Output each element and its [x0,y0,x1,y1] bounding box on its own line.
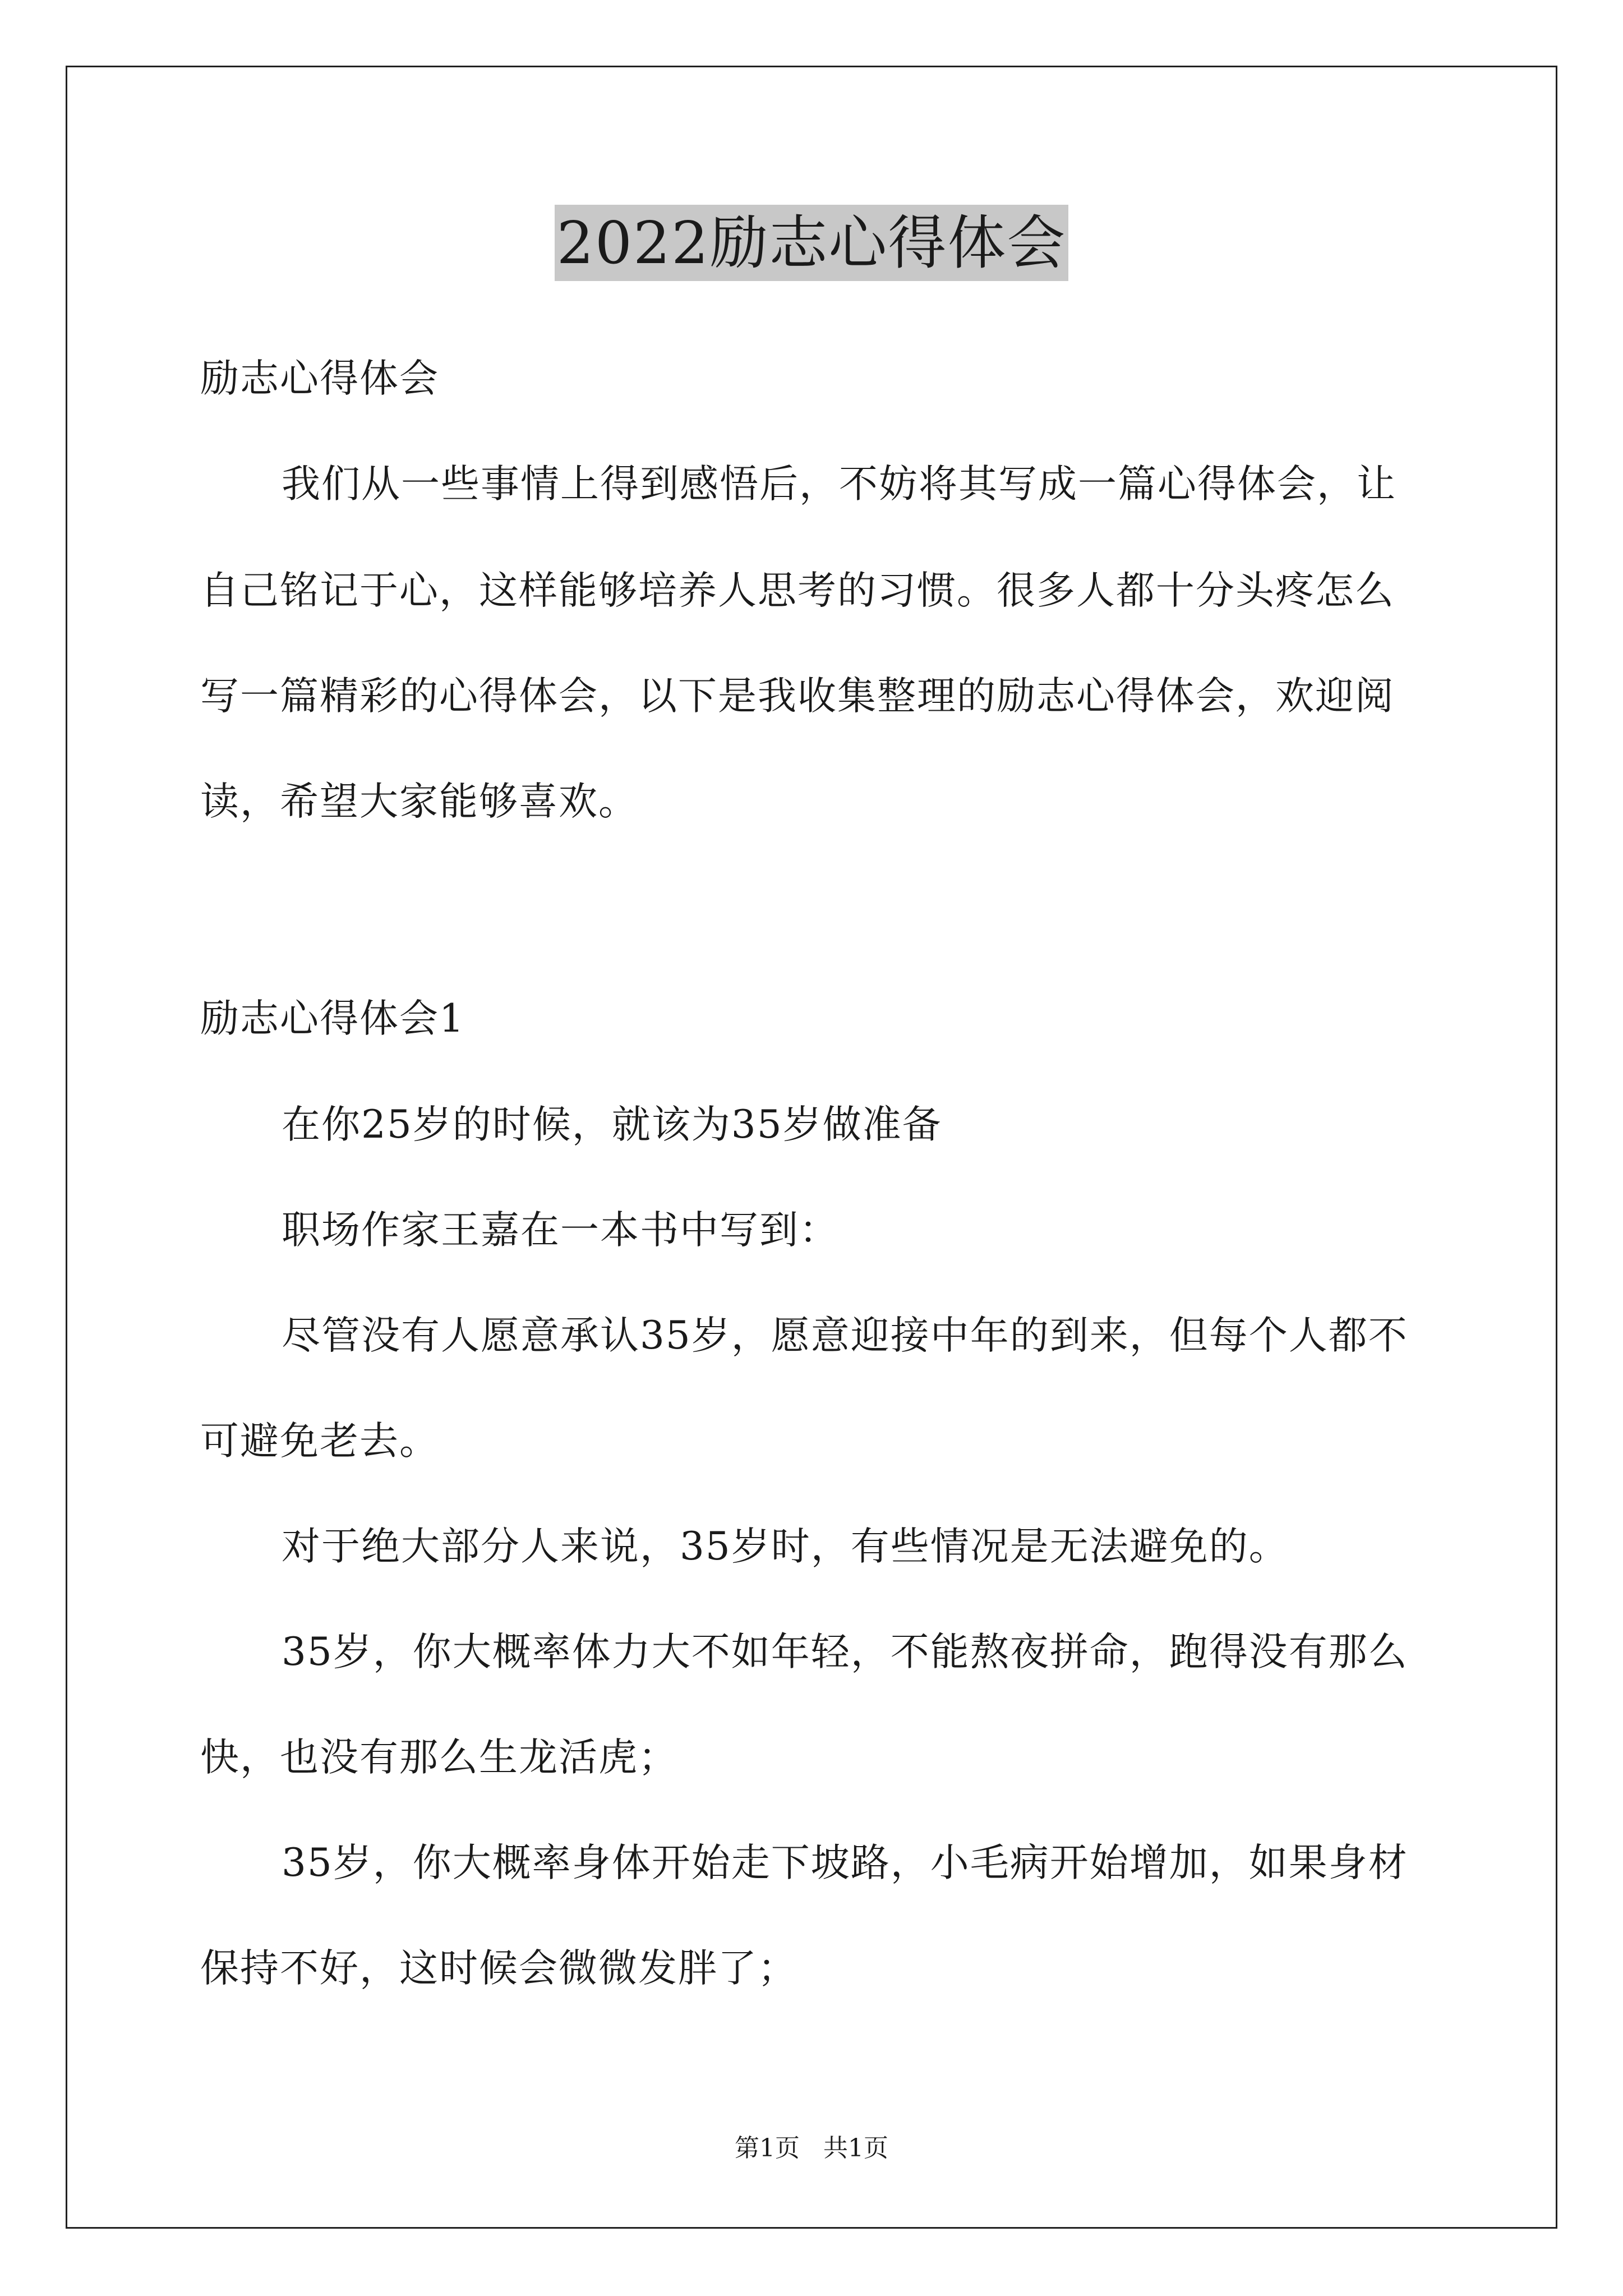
paragraph-line: 职场作家王嘉在一本书中写到： [282,1208,839,1253]
paragraph-line: 快，也没有那么生龙活虎； [200,1735,678,1780]
document-title [0,205,1623,281]
page-footer: 第1页 共1页 [735,2134,888,2162]
paragraph-line: 我们从一些事情上得到感悟后，不妨将其写成一篇心得体会，让 [282,462,1396,507]
paragraph-line: 在你25岁的时候，就该为35岁做准备 [282,1102,942,1147]
paragraph-line: 对于绝大部分人来说，35岁时，有些情况是无法避免的。 [282,1524,1289,1569]
paragraph-line: 35岁，你大概率体力大不如年轻，不能熬夜拼命，跑得没有那么 [282,1630,1408,1674]
paragraph-line: 35岁，你大概率身体开始走下坡路，小毛病开始增加，如果身材 [282,1841,1408,1885]
section-heading: 励志心得体会1 [200,996,465,1041]
paragraph-line: 可避免老去。 [200,1419,439,1464]
paragraph-line: 保持不好，这时候会微微发胖了； [200,1946,797,1991]
paragraph-line: 自己铭记于心，这样能够培养人思考的习惯。很多人都十分头疼怎么 [200,568,1395,613]
paragraph-line: 读，希望大家能够喜欢。 [200,779,638,824]
document-title-text: 2022励志心得体会 [555,205,1069,281]
paragraph-line: 尽管没有人愿意承认35岁，愿意迎接中年的到来，但每个人都不 [282,1313,1408,1358]
paragraph-line: 写一篇精彩的心得体会，以下是我收集整理的励志心得体会，欢迎阅 [200,674,1395,719]
section-heading: 励志心得体会 [200,356,439,401]
